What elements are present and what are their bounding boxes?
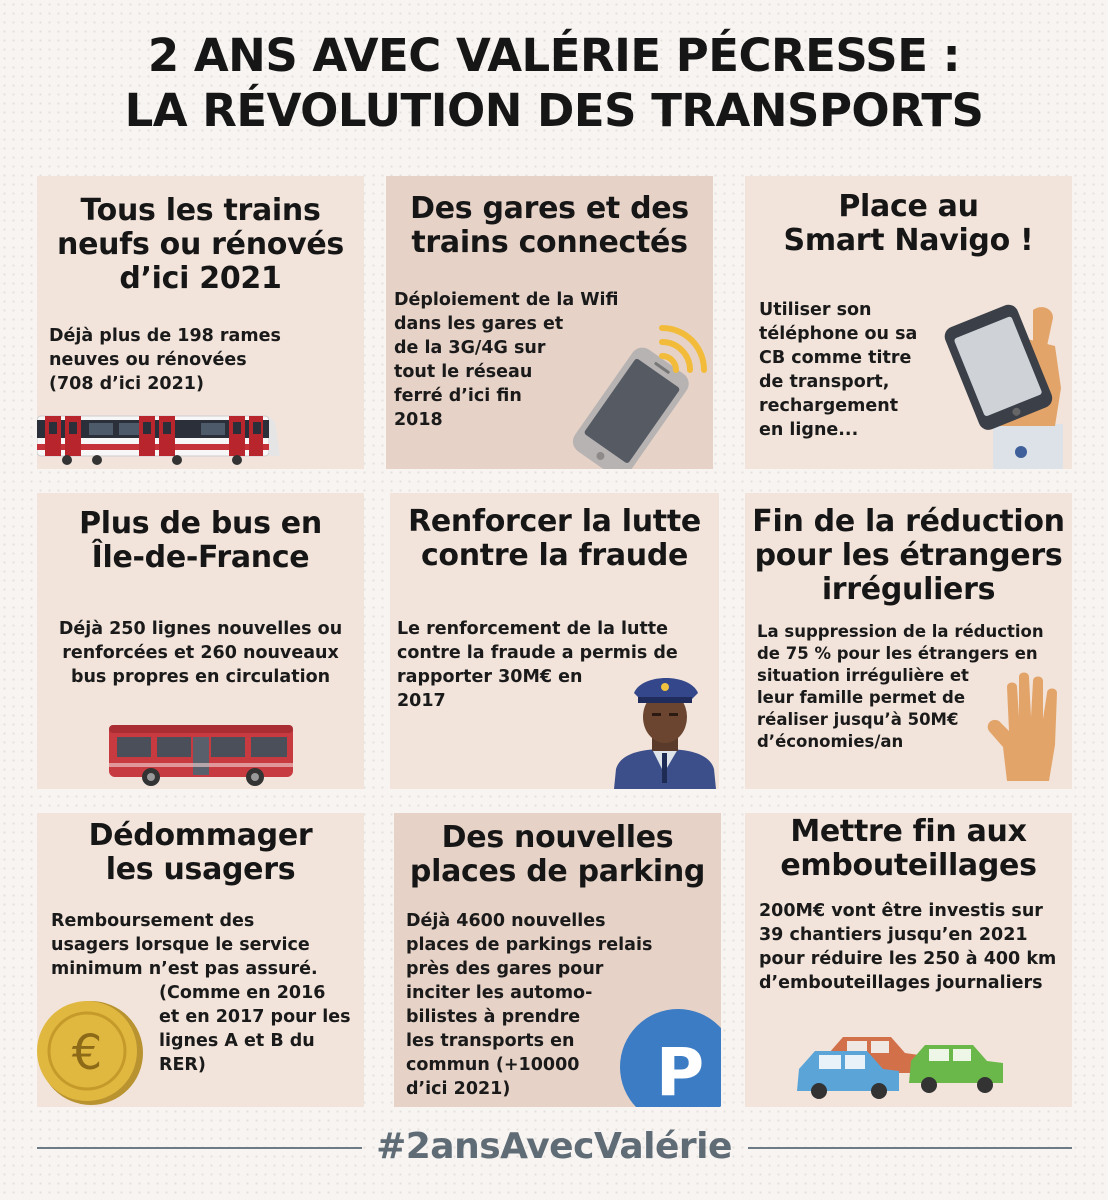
card-new-trains <box>37 176 364 469</box>
card-smart-navigo <box>745 176 1072 469</box>
card-text: Déjà 4600 nouvelles places de parkings relais près des gares pour inciter les automo- bilistes à prendre les transports en commun (+10000 d’ici 2021) <box>406 911 653 1099</box>
card-heading: Des gares et des trains connectés <box>410 191 689 260</box>
card-parking <box>394 813 721 1107</box>
page-title <box>0 28 1108 138</box>
bus-icon <box>107 723 295 789</box>
card-heading: Fin de la réduction pour les étrangers irréguliers <box>752 504 1065 607</box>
footer-hashtag[interactable]: #2ansAvecValérie <box>376 1126 732 1167</box>
card-text: Remboursement des usagers lorsque le service minimum n’est pas assuré. <box>51 911 318 979</box>
card-heading: Des nouvelles places de parking <box>409 820 706 889</box>
train-icon <box>37 412 281 468</box>
stop-hand-icon <box>985 669 1072 781</box>
card-compensate-users <box>37 813 364 1107</box>
card-heading: Mettre fin aux embouteillages <box>780 814 1037 883</box>
card-more-buses <box>37 493 364 789</box>
card-heading: Place au Smart Navigo ! <box>783 189 1034 258</box>
hand-phone-icon <box>937 296 1072 469</box>
card-traffic-jams <box>745 813 1072 1107</box>
card-fight-fraud <box>390 493 719 789</box>
card-text: 200M€ vont être investis sur 39 chantiers jusqu’en 2021 pour réduire les 250 à 400 km d’embouteillages journaliers <box>759 901 1057 993</box>
card-connected-stations <box>386 176 713 469</box>
phone-wifi-icon <box>570 322 710 469</box>
card-text: Utiliser son téléphone ou sa CB comme titre de transport, rechargement en ligne... <box>759 300 918 440</box>
title-line-1: 2 ANS AVEC VALÉRIE PÉCRESSE : <box>147 29 961 82</box>
card-note: (Comme en 2016 et en 2017 pour les lignes A et B du RER) <box>159 983 351 1075</box>
card-heading: Dédommager les usagers <box>88 818 313 887</box>
card-text: Déjà 250 lignes nouvelles ou renforcées et 260 nouveaux bus propres en circulation <box>58 619 343 687</box>
svg-text:€: € <box>71 1025 103 1081</box>
title-line-2: LA RÉVOLUTION DES TRANSPORTS <box>124 84 984 137</box>
euro-coin-icon <box>37 999 143 1107</box>
card-heading: Renforcer la lutte contre la fraude <box>408 504 701 573</box>
card-end-reduction <box>745 493 1072 789</box>
footer <box>0 1122 1108 1172</box>
card-heading: Plus de bus en Île-de-France <box>79 506 322 575</box>
card-text: La suppression de la réduction de 75 % pour les étrangers en situation irrégulière et leur famille permet de réaliser jusqu’à 50M€ d’économies/an <box>757 622 1044 751</box>
card-text: Le renforcement de la lutte contre la fraude a permis de rapporter 30M€ en 2017 <box>397 619 678 711</box>
card-heading: Tous les trains neufs ou rénovés d’ici 2021 <box>57 193 344 296</box>
card-text: Déploiement de la Wifi dans les gares et de la 3G/4G sur tout le réseau ferré d’ici fin 2018 <box>394 290 619 430</box>
parking-sign-icon <box>618 1003 721 1107</box>
police-officer-icon <box>612 669 719 789</box>
parking-sign-letter: P <box>655 1034 705 1107</box>
cars-traffic-icon <box>795 1029 1013 1101</box>
card-text: Déjà plus de 198 rames neuves ou rénovées (708 d’ici 2021) <box>49 326 281 394</box>
